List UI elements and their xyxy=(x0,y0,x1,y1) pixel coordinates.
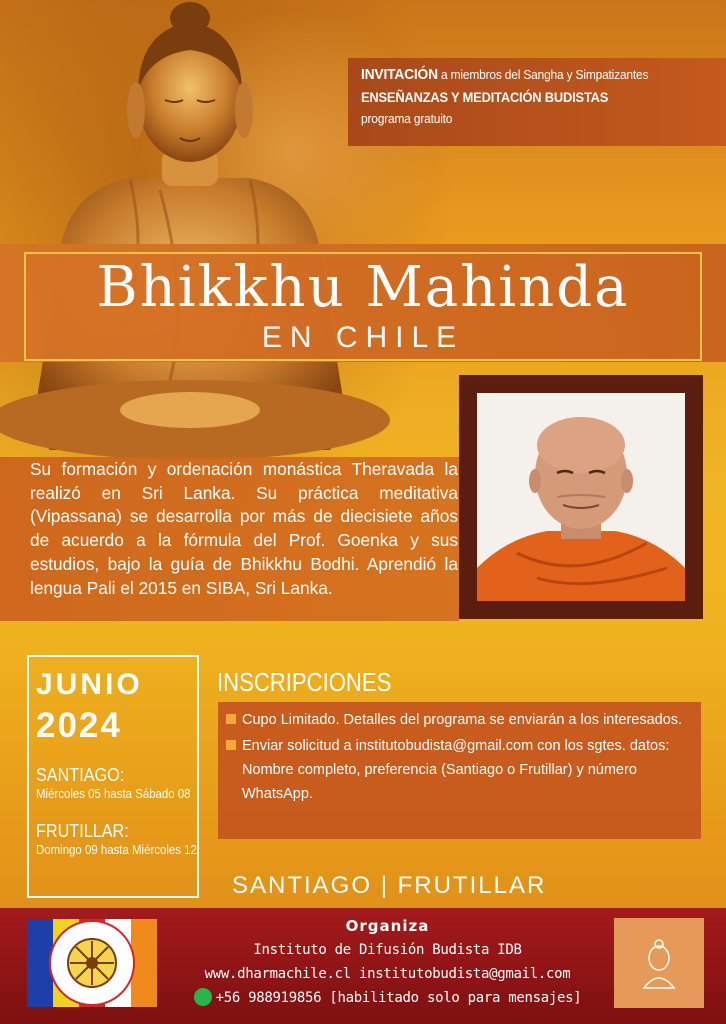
city-frutillar-label: FRUTILLAR: xyxy=(36,821,129,841)
registration-title: INSCRIPCIONES xyxy=(217,667,392,697)
event-year: 2024 xyxy=(36,706,122,745)
portrait-frame xyxy=(459,375,703,619)
idb-logo xyxy=(27,919,157,1007)
page-subtitle: EN CHILE xyxy=(261,321,465,354)
portrait-photo xyxy=(477,393,685,601)
bio-text: Su formación y ordenación monástica Theravada la realizó en Sri Lanka. Su práctica meditativa (Vipassana) se desarrolla por más de diecisiete años de acuerdo a la fórmula del Prof. Goenka y sus estudios, bajo la guía de Bhikkhu Bodhi. Aprendió la lengua Pali el 2015 en SIBA, Sri Lanka. xyxy=(30,459,458,598)
registration-item xyxy=(226,734,693,806)
registration-item-text: Cupo Limitado. Detalles del programa se enviarán a los interesados. xyxy=(242,712,683,728)
invitation-line xyxy=(361,64,697,86)
bullet-icon xyxy=(226,714,236,724)
invitation-label: INVITACIÓN xyxy=(361,66,438,83)
footer-text xyxy=(160,914,615,1010)
city-santiago-dates: Miércoles 05 hasta Sábado 08 xyxy=(36,786,191,801)
program-note: programa gratuito xyxy=(361,111,453,126)
program-subtitle: ENSEÑANZAS Y MEDITACIÓN BUDISTAS xyxy=(361,89,609,105)
event-month: JUNIO xyxy=(36,668,143,701)
invitation-banner xyxy=(348,58,726,146)
organizer-name: Instituto de Difusión Budista IDB xyxy=(253,942,522,958)
page-title: Bhikkhu Mahinda xyxy=(96,255,630,320)
registration-item-text: Enviar solicitud a institutobudista@gmail.com con los sgtes. datos: Nombre completo, preferencia (Santiago o Frutillar) y número WhatsApp. xyxy=(242,738,670,802)
city-frutillar-dates: Domingo 09 hasta Miércoles 12 xyxy=(36,842,197,857)
invitation-audience: a miembros del Sangha y Simpatizantes xyxy=(441,67,649,82)
bullet-icon xyxy=(226,740,236,750)
learn-buddhism-logo xyxy=(614,918,704,1008)
whatsapp-icon xyxy=(194,988,212,1006)
contact-phone[interactable]: +56 988919856 [habilitado solo para mensajes] xyxy=(215,990,582,1006)
contact-phone-line xyxy=(160,986,615,1010)
organizer-title: Organiza xyxy=(345,917,430,935)
registration-box xyxy=(218,702,701,839)
contact-web-email[interactable]: www.dharmachile.cl institutobudista@gmail.com xyxy=(204,966,571,982)
monk-portrait-image xyxy=(477,393,685,601)
registration-item xyxy=(226,708,693,732)
city-santiago-label: SANTIAGO: xyxy=(36,765,125,785)
date-box xyxy=(27,655,199,898)
cities-line: SANTIAGO | FRUTILLAR xyxy=(232,872,547,899)
